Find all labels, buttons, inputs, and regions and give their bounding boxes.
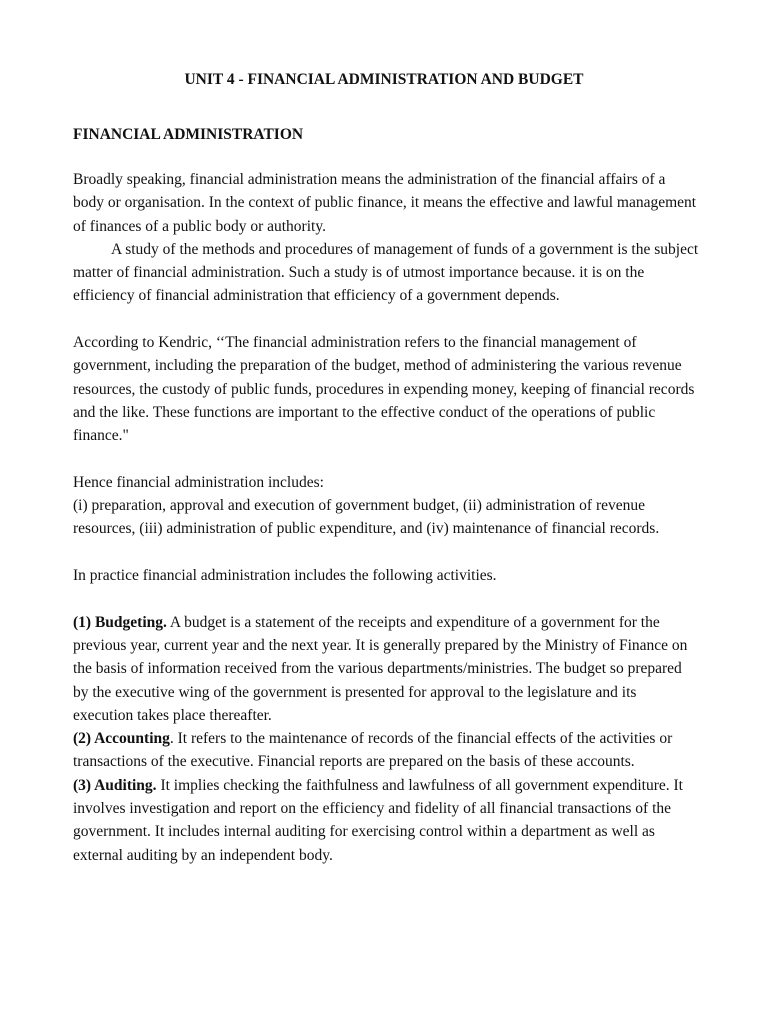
paragraph-activities-intro: In practice financial administration includes the following activities.: [73, 567, 497, 585]
paragraph-includes-intro: Hence financial administration includes:: [73, 473, 324, 491]
paragraph-kendric-quote: According to Kendric, ‘‘The financial administration refers to the financial management of government, including the preparation of the budget, method of administering the various revenue resources, the custody of public funds, procedures in expending money, keeping of financial records and the like. These functions are important to the effective conduct of the operations of public finance.": [73, 334, 695, 445]
paragraph-study: A study of the methods and procedures of management of funds of a government is the subject matter of financial administration. Such a study is of utmost importance because. it is on the efficiency of financial administration that efficiency of a government depends.: [73, 240, 699, 305]
activity-auditing: [73, 774, 699, 867]
paragraph-definition: Broadly speaking, financial administration means the administration of the financial affairs of a body or organisation. In the context of public finance, it means the effective and lawful management of finances of a public body or authority.: [73, 171, 697, 235]
activity-budgeting-text: A budget is a statement of the receipts and expenditure of a government for the previous year, current year and the next year. It is generally prepared by the Ministry of Finance on the basis of information received from the various departments/ministries. The budget so prepared by the executive wing of the government is presented for approval to the legislature and its execution takes place thereafter.: [73, 613, 688, 724]
section-heading: FINANCIAL ADMINISTRATION: [73, 126, 304, 143]
activity-auditing-text: It implies checking the faithfulness and lawfulness of all government expenditure. It involves investigation and report on the efficiency and fidelity of all financial transactions of the government. It includes internal auditing for exercising control within a department as well as external auditing by an independent body.: [73, 776, 683, 864]
activity-accounting: [73, 727, 699, 774]
paragraph-includes-list: (i) preparation, approval and execution of government budget, (ii) administration of revenue resources, (iii) administration of public expenditure, and (iv) maintenance of financial records.: [73, 497, 660, 538]
document-title: UNIT 4 - FINANCIAL ADMINISTRATION AND BUDGET: [184, 71, 584, 88]
activity-auditing-label: (3) Auditing.: [73, 776, 157, 794]
activity-accounting-label: (2) Accounting: [73, 730, 170, 748]
document-body: [73, 168, 699, 867]
activity-budgeting-label: (1) Budgeting.: [73, 613, 167, 631]
activity-accounting-text: . It refers to the maintenance of records of the financial effects of the activities or transactions of the executive. Financial reports are prepared on the basis of these accounts.: [73, 730, 673, 771]
activity-budgeting: [73, 611, 699, 727]
